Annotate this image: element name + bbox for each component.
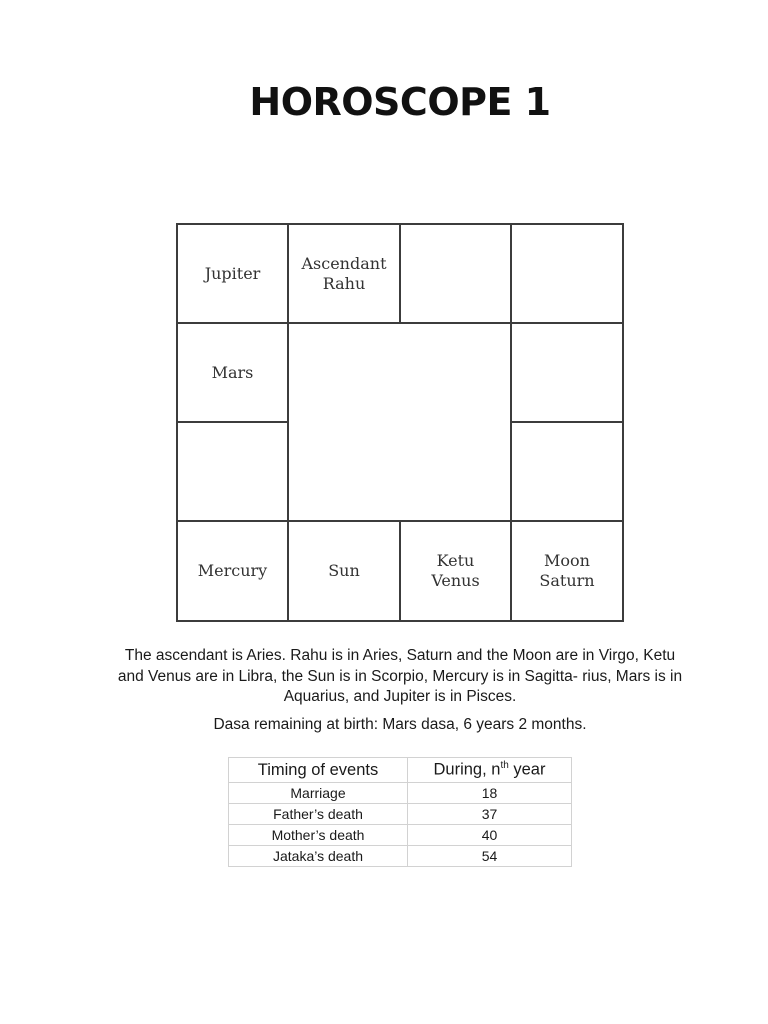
event-cell: Jataka’s death bbox=[229, 846, 408, 867]
planet-label: Moon bbox=[544, 551, 590, 570]
house-leo bbox=[512, 423, 622, 522]
page-title: HOROSCOPE 1 bbox=[249, 80, 551, 124]
house-cancer bbox=[512, 324, 622, 423]
planet-label: Jupiter bbox=[204, 263, 261, 283]
house-aquarius bbox=[178, 324, 289, 423]
table-row bbox=[229, 804, 572, 825]
house-scorpio bbox=[289, 522, 401, 620]
planet-label: Saturn bbox=[539, 571, 595, 590]
event-cell: Marriage bbox=[229, 783, 408, 804]
table-row bbox=[229, 783, 572, 804]
chart-description: The ascendant is Aries. Rahu is in Aries, Saturn and the Moon are in Virgo, Ketu and Venus are in Libra, the Sun is in Scorpio, Mercury is in Sagitta- rius, Mars is in Aquarius, and Jupiter is in Pisces. bbox=[117, 647, 683, 705]
year-cell: 54 bbox=[408, 846, 572, 867]
event-cell: Mother’s death bbox=[229, 825, 408, 846]
planet-label: Rahu bbox=[322, 273, 366, 293]
house-capricorn bbox=[178, 423, 289, 522]
year-cell: 37 bbox=[408, 804, 572, 825]
house-aries bbox=[289, 225, 401, 324]
planet-label: Mars bbox=[211, 362, 254, 382]
house-virgo bbox=[512, 522, 622, 620]
planet-label: Sun bbox=[328, 561, 360, 580]
planet-label: Ketu bbox=[436, 551, 475, 570]
planet-label: Ascendant bbox=[301, 253, 387, 273]
table-row bbox=[229, 825, 572, 846]
house-gemini bbox=[512, 225, 622, 324]
chart-center bbox=[289, 324, 512, 522]
house-sagittarius bbox=[178, 522, 289, 620]
table-row bbox=[229, 846, 572, 867]
dasa-note: Dasa remaining at birth: Mars dasa, 6 years 2 months. bbox=[213, 716, 587, 733]
table-header-row bbox=[229, 758, 572, 783]
house-libra bbox=[401, 522, 512, 620]
horoscope-chart bbox=[176, 223, 624, 622]
header-year bbox=[408, 758, 572, 783]
house-taurus bbox=[401, 225, 512, 324]
event-cell: Father’s death bbox=[229, 804, 408, 825]
events-table bbox=[228, 757, 572, 867]
year-cell: 40 bbox=[408, 825, 572, 846]
header-year-prefix: During, n bbox=[433, 760, 501, 779]
planet-label: Mercury bbox=[197, 561, 268, 580]
header-year-suffix: year bbox=[508, 760, 546, 779]
header-event: Timing of events bbox=[229, 758, 408, 783]
planet-label: Venus bbox=[431, 571, 480, 590]
header-year-sup: th bbox=[500, 760, 509, 772]
year-cell: 18 bbox=[408, 783, 572, 804]
house-pisces bbox=[178, 225, 289, 324]
